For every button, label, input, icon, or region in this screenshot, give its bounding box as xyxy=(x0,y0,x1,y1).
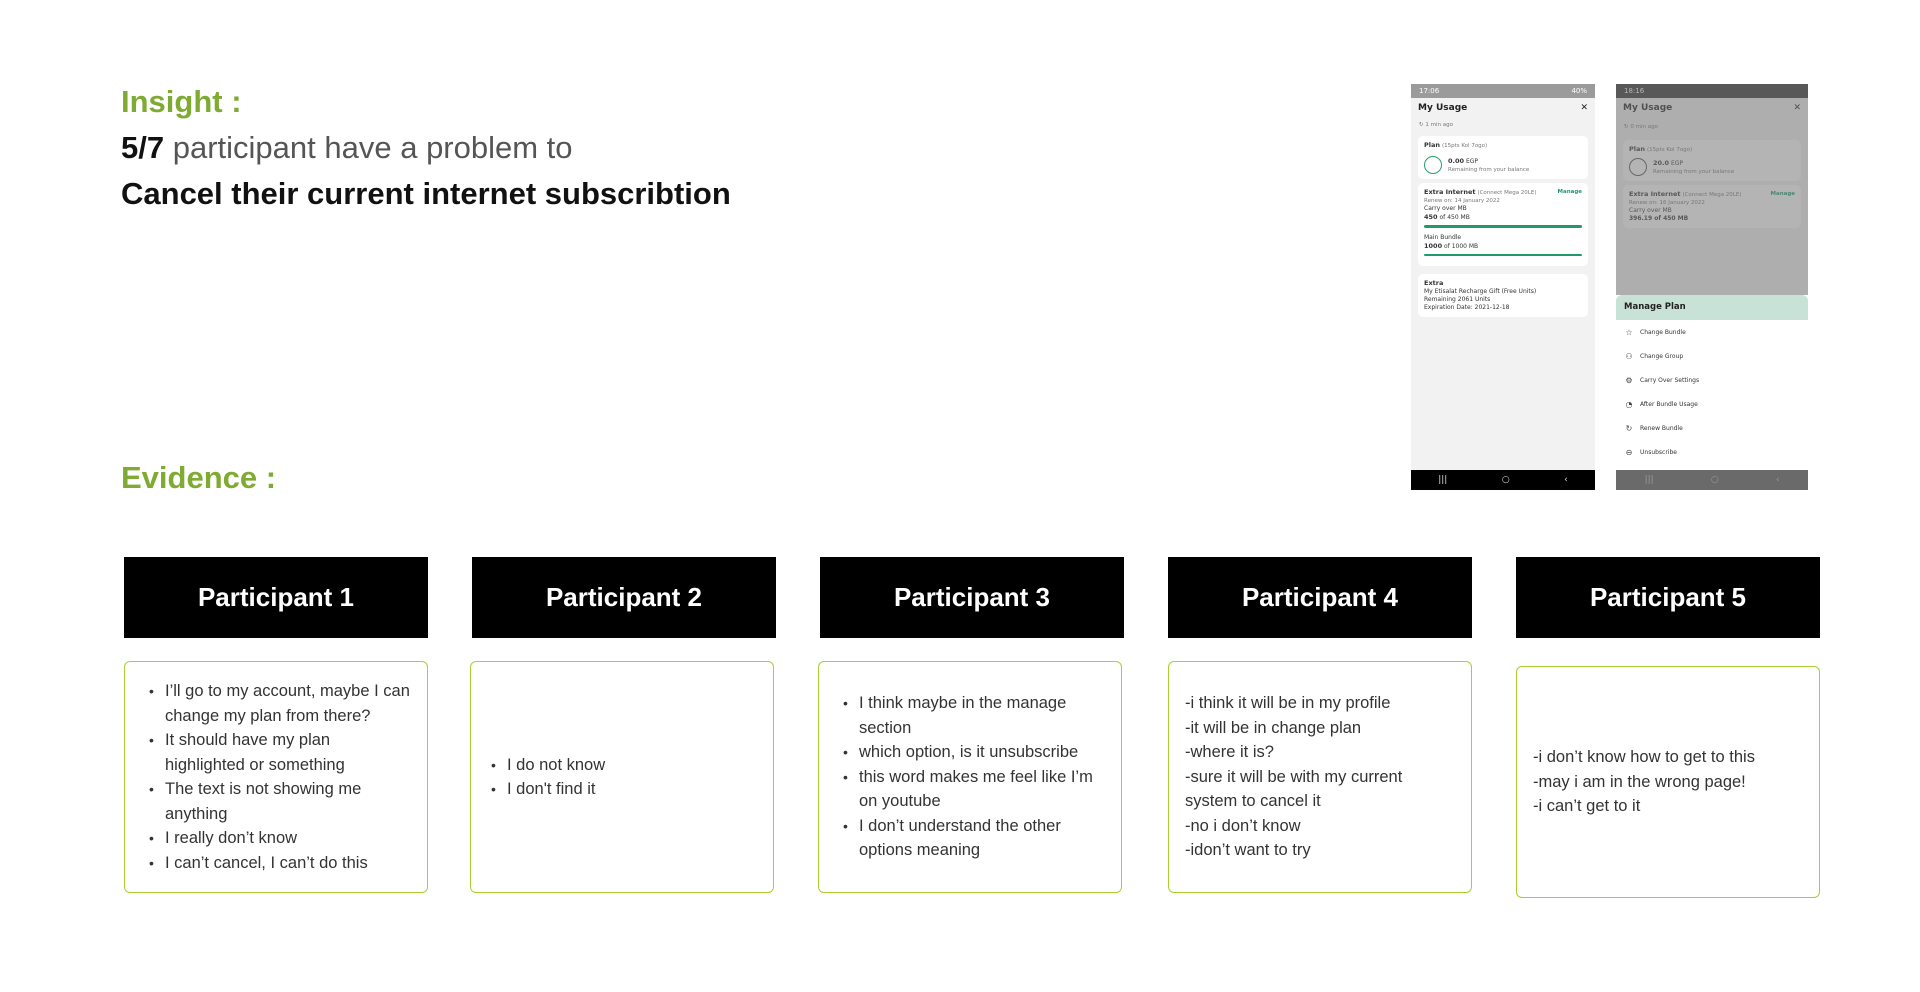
quote: • I can’t cancel, I can’t do this xyxy=(141,851,411,876)
usage-screenshot-1 xyxy=(1411,84,1595,490)
star-icon: ☆ xyxy=(1625,327,1633,337)
quote: • I really don’t know xyxy=(141,826,411,851)
usage-header xyxy=(1411,98,1595,118)
main-bundle-value: 1000 of 1000 MB xyxy=(1424,241,1479,250)
back-icon[interactable]: ‹ xyxy=(1775,475,1780,485)
extra-internet-card xyxy=(1623,185,1801,228)
participant-5-quotes xyxy=(1516,666,1820,898)
plan-name: (15pts Kol 7ogo) xyxy=(1441,143,1488,149)
quote: • I think maybe in the manage section xyxy=(835,691,1105,740)
participant-1-header: Participant 1 xyxy=(124,557,428,638)
carry-over-value: 396.19 of 450 MB xyxy=(1629,215,1689,222)
extra-internet-label: Extra Internet xyxy=(1424,188,1476,196)
extra-card xyxy=(1418,274,1588,317)
carry-over-progress xyxy=(1424,225,1582,228)
manage-link[interactable]: Manage xyxy=(1557,189,1582,195)
participant-3-quotes xyxy=(818,661,1122,893)
usage-title: My Usage xyxy=(1623,103,1673,113)
status-time: 17:06 xyxy=(1419,87,1440,95)
status-bar xyxy=(1411,84,1595,98)
android-nav-bar xyxy=(1616,470,1808,490)
quote: -where it is? xyxy=(1185,743,1274,762)
carry-over-value: 450 of 450 MB xyxy=(1424,213,1470,221)
status-time: 18:16 xyxy=(1624,87,1645,95)
wallet-icon xyxy=(1629,158,1647,176)
main-bundle-progress xyxy=(1424,254,1582,257)
quote: • I’ll go to my account, maybe I can change my plan from there? xyxy=(141,679,411,728)
recent-apps-icon[interactable]: ||| xyxy=(1438,475,1448,485)
manage-plan-sheet xyxy=(1616,295,1808,470)
participant-1-quotes xyxy=(124,661,428,893)
quote: • I do not know xyxy=(483,753,757,778)
manage-link[interactable]: Manage xyxy=(1770,191,1795,197)
quote: -i think it will be in my profile xyxy=(1185,694,1391,713)
plan-amount: 20.0 xyxy=(1653,158,1670,167)
wallet-icon xyxy=(1424,156,1442,174)
plan-sub: Remaining from your balance xyxy=(1653,168,1735,175)
gift-remaining: Remaining 2061 Units xyxy=(1424,296,1491,303)
quote: • It should have my plan highlighted or something xyxy=(141,728,411,777)
insight-statement xyxy=(121,130,573,166)
plan-card xyxy=(1418,136,1588,179)
back-icon[interactable]: ‹ xyxy=(1564,475,1568,485)
participant-4-header: Participant 4 xyxy=(1168,557,1472,638)
usage-title: My Usage xyxy=(1418,103,1468,113)
gift-name: My Etisalat Recharge Gift (Free Units) xyxy=(1424,288,1537,295)
extra-internet-label: Extra Internet xyxy=(1629,190,1681,198)
updated-label: ↻ 1 min ago xyxy=(1419,122,1453,128)
close-icon[interactable]: ✕ xyxy=(1793,103,1801,113)
plan-label: Plan xyxy=(1424,141,1441,149)
insight-line1-text: participant have a problem to xyxy=(172,130,573,165)
plan-label: Plan xyxy=(1629,145,1646,153)
extra-internet-card xyxy=(1418,183,1588,266)
participant-4-quotes xyxy=(1168,661,1472,893)
renew-text: Renew on: 16 January 2022 xyxy=(1629,200,1705,206)
manage-plan-title: Manage Plan xyxy=(1616,295,1808,320)
renew-bundle-option[interactable]: ↻ Renew Bundle xyxy=(1625,423,1683,433)
quote: • The text is not showing me anything xyxy=(141,777,411,826)
unsubscribe-option[interactable]: ⊖ Unsubscribe xyxy=(1625,447,1677,457)
home-icon[interactable]: ○ xyxy=(1710,475,1719,485)
refresh-icon: ↻ xyxy=(1625,423,1633,433)
status-bar xyxy=(1616,84,1808,98)
plan-amount: 0.00 xyxy=(1448,156,1465,165)
close-icon[interactable]: ✕ xyxy=(1580,103,1588,113)
after-bundle-usage-option[interactable]: ◔ After Bundle Usage xyxy=(1625,399,1698,409)
recent-apps-icon[interactable]: ||| xyxy=(1644,475,1654,485)
evidence-heading: Evidence : xyxy=(121,460,277,495)
plan-currency: EGP xyxy=(1465,157,1479,165)
insight-stat: 5/7 xyxy=(121,130,165,165)
status-battery: 40% xyxy=(1571,87,1587,95)
android-nav-bar xyxy=(1411,470,1595,490)
change-bundle-option[interactable]: ☆ Change Bundle xyxy=(1625,327,1686,337)
usage-header xyxy=(1616,98,1808,118)
quote: • I don't find it xyxy=(483,777,757,802)
plan-name: (15pts Kol 7ogo) xyxy=(1646,147,1693,153)
carry-over-settings-option[interactable]: ⚙ Carry Over Settings xyxy=(1625,375,1700,385)
carry-over-label: Carry over MB xyxy=(1629,207,1672,214)
participant-2-quotes xyxy=(470,661,774,893)
participant-5-header: Participant 5 xyxy=(1516,557,1820,638)
quote: -no i don’t know xyxy=(1185,816,1301,835)
gift-expiry: Expiration Date: 2021-12-18 xyxy=(1424,304,1510,311)
plan-card xyxy=(1623,140,1801,181)
quote: • I don’t understand the other options meaning xyxy=(835,814,1105,863)
extra-internet-name: (Connect Mega 20LE) xyxy=(1477,190,1537,196)
gear-icon: ⚙ xyxy=(1625,375,1633,385)
quote: -sure it will be with my current system to cancel it xyxy=(1185,767,1403,811)
carry-over-label: Carry over MB xyxy=(1424,205,1467,212)
extra-internet-name: (Connect Mega 20LE) xyxy=(1682,192,1742,198)
quote: • this word makes me feel like I’m on youtube xyxy=(835,765,1105,814)
minus-circle-icon: ⊖ xyxy=(1625,447,1633,457)
extra-label: Extra xyxy=(1424,279,1444,287)
renew-text: Renew on: 14 January 2022 xyxy=(1424,198,1500,204)
quote: -i don’t know how to get to this xyxy=(1533,748,1755,767)
quote: -it will be in change plan xyxy=(1185,718,1362,737)
group-icon: ⚇ xyxy=(1625,351,1633,361)
quote: -may i am in the wrong page! xyxy=(1533,772,1746,791)
quote: • which option, is it unsubscribe xyxy=(835,740,1105,765)
participant-2-header: Participant 2 xyxy=(472,557,776,638)
quote: -idon’t want to try xyxy=(1185,841,1311,860)
cycle-icon: ◔ xyxy=(1625,399,1633,409)
plan-currency: EGP xyxy=(1670,159,1684,167)
updated-label: ↻ 0 min ago xyxy=(1624,124,1658,130)
main-bundle-label: Main Bundle xyxy=(1424,233,1462,241)
change-group-option[interactable]: ⚇ Change Group xyxy=(1625,351,1684,361)
dimmed-background xyxy=(1616,84,1808,295)
usage-screenshot-2 xyxy=(1616,84,1808,490)
quote: -i can’t get to it xyxy=(1533,797,1641,816)
plan-sub: Remaining from your balance xyxy=(1448,166,1530,173)
participant-3-header: Participant 3 xyxy=(820,557,1124,638)
insight-heading: Insight : xyxy=(121,84,242,119)
insight-problem: Cancel their current internet subscribtion xyxy=(121,176,731,211)
home-icon[interactable]: ○ xyxy=(1501,475,1510,485)
